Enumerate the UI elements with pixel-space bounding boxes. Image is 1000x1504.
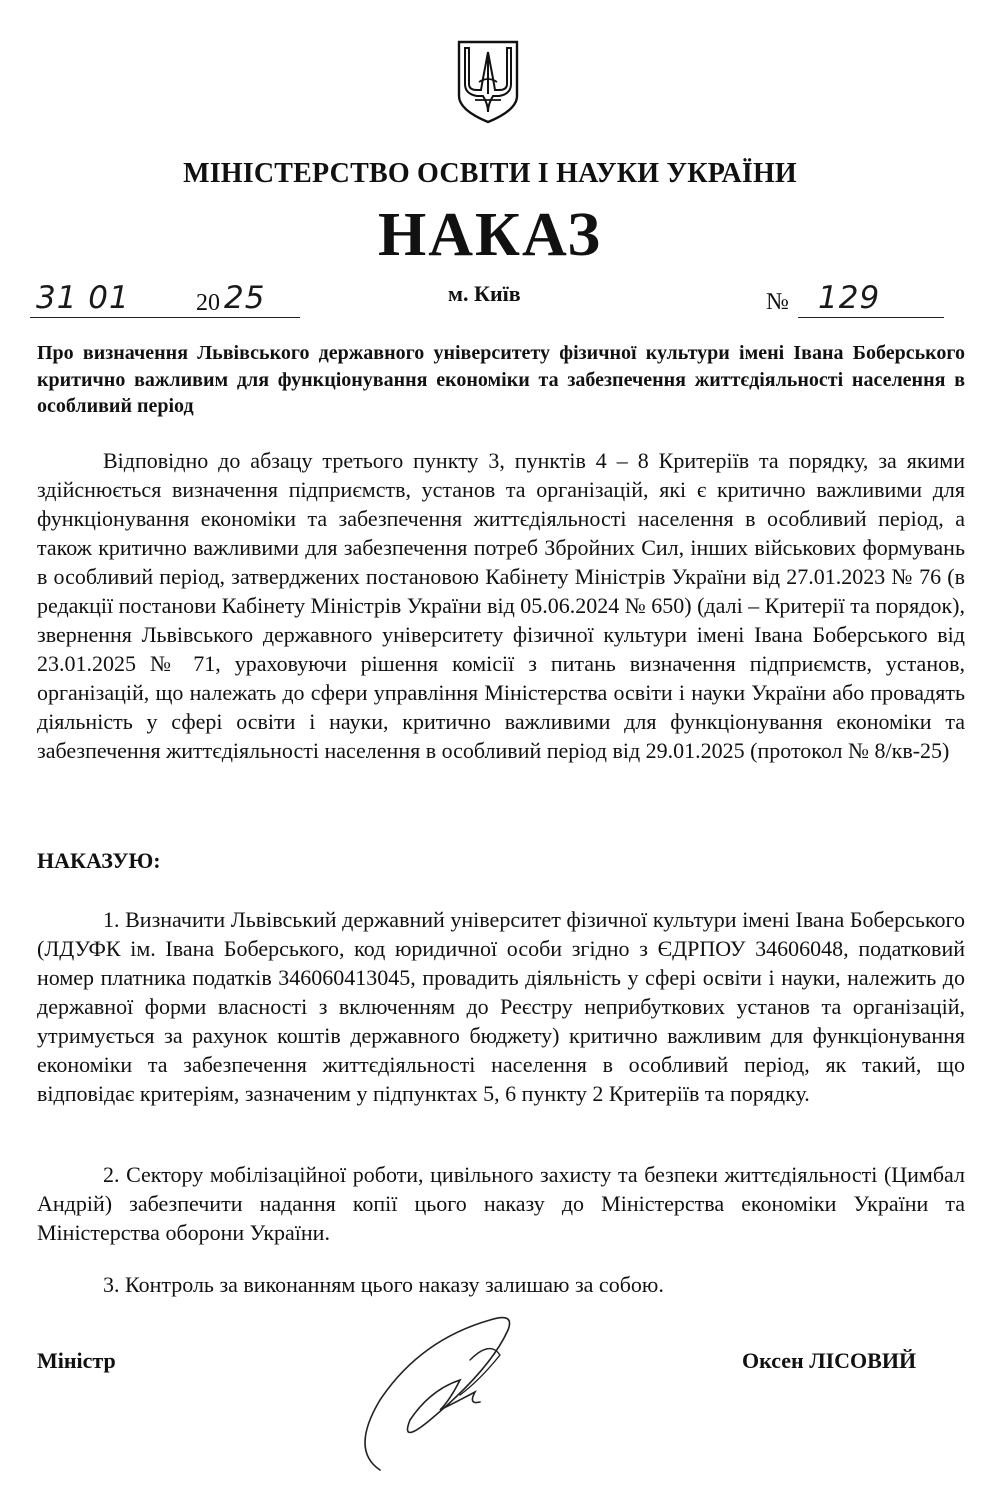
- order-subject: Про визначення Львівського державного університету фізичної культури імені Івана Боберського критично важливим для функціонування економіки та забезпечення життєдіяльності населення в особливий період: [37, 342, 965, 418]
- signatory-name: Оксен ЛІСОВИЙ: [742, 1348, 917, 1373]
- date-year-suffix-handwritten: 25: [224, 280, 266, 316]
- date-underline: [30, 317, 300, 318]
- document-type-title: НАКАЗ: [378, 201, 602, 269]
- order-item-2: 2. Сектору мобілізаційної роботи, цивільного захисту та безпеки життєдіяльності (Цимбал Андрій) забезпечити надання копії цього наказу до Міністерства економіки України та Міністерства оборони України.: [37, 1162, 965, 1245]
- order-date: [30, 280, 300, 324]
- handwritten-signature-icon: [340, 1300, 600, 1480]
- order-number: [766, 280, 944, 324]
- number-sign: №: [766, 289, 789, 315]
- order-item-1: 1. Визначити Львівський державний університет фізичної культури імені Івана Боберського (ЛДУФК ім. Івана Боберського, код юридичної особи згідно з ЄДРПОУ 34606048, податковий номер платника податків 346060413045, провадить діяльність у сфері освіти і науки, належить до державної форми власності з включенням до Реєстру неприбуткових установ та організацій, утримується за рахунок коштів державного бюджету) критично важливим для функціонування економіки та забезпечення життєдіяльності населення в особливий період, як такий, що відповідає критеріям, зазначеним у підпунктах 5, 6 пункту 2 Критеріїв та порядку.: [37, 907, 965, 1106]
- coat-of-arms-trident-icon: [455, 38, 521, 124]
- date-day-month-handwritten: 31 01: [36, 280, 130, 316]
- order-item-3: 3. Контроль за виконанням цього наказу залишаю за собою.: [103, 1272, 664, 1297]
- order-number-handwritten: 129: [818, 280, 881, 316]
- number-underline: [798, 317, 944, 318]
- orders-heading: НАКАЗУЮ:: [37, 848, 161, 873]
- ministry-heading: МІНІСТЕРСТВО ОСВІТИ І НАУКИ УКРАЇНИ: [183, 158, 797, 189]
- signatory-position: Міністр: [37, 1348, 116, 1373]
- preamble-paragraph: Відповідно до абзацу третього пункту 3, пунктів 4 – 8 Критеріїв та порядку, за якими здійснюється визначення підприємств, установ та організацій, які є критично важливими для функціонування економіки та забезпечення життєдіяльності населення в особливий період, а також критично важливими для забезпечення потреб Збройних Сил, інших військових формувань в особливий період, затверджених постановою Кабінету Міністрів України від 27.01.2023 № 76 (в редакції постанови Кабінету Міністрів України від 05.06.2024 № 650) (далі – Критерії та порядок), звернення Львівського державного університету фізичної культури імені Івана Боберського від 23.01.2025 № 71, ураховуючи рішення комісії з питань визначення підприємств, установ, організацій, що належать до сфери управління Міністерства освіти і науки України або провадять діяльність у сфері освіти і науки, критично важливими для функціонування економіки та забезпечення життєдіяльності населення в особливий період від 29.01.2025 (протокол № 8/кв-25): [37, 448, 965, 763]
- date-year-prefix: 20: [196, 290, 220, 316]
- city-label: м. Київ: [448, 281, 521, 306]
